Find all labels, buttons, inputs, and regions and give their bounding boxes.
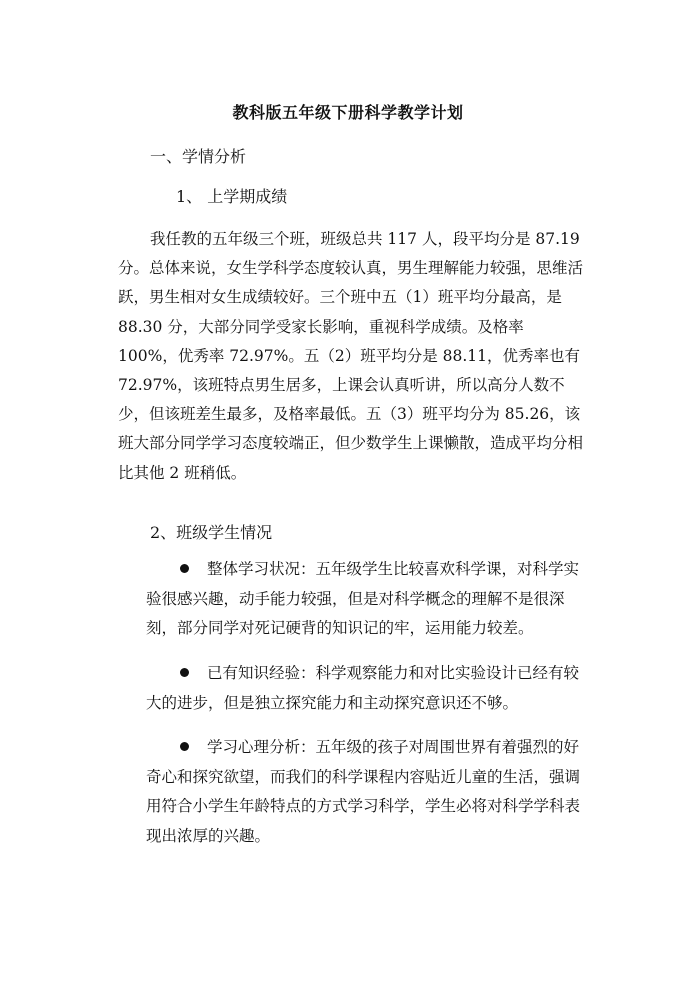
bullet-text: 学习心理分析：五年级的孩子对周围世界有着强烈的好奇心和探究欲望，而我们的科学课程内容贴近儿童的生活，强调用符合小学生年龄特点的方式学习科学，学生必将对科学学科表现出浓厚的兴趣。 xyxy=(146,738,581,845)
bullet-dot-icon xyxy=(180,564,189,573)
bullet-item-overall-learning xyxy=(146,555,586,644)
subsection-heading-class-situation: 2、班级学生情况 xyxy=(150,523,273,542)
bullet-dot-icon xyxy=(180,668,189,677)
subsection-heading-last-term-scores: 1、 上学期成绩 xyxy=(176,187,288,206)
document-title: 教科版五年级下册科学教学计划 xyxy=(232,103,464,122)
bullet-item-prior-knowledge xyxy=(146,659,586,718)
paragraph-last-term-scores: 我任教的五年级三个班，班级总共 117 人，段平均分是 87.19 分。总体来说，女生学科学态度较认真，男生理解能力较强，思维活跃，男生相对女生成绩较好。三个班中五（1）班平均分最高，是 88.30 分，大部分同学受家长影响，重视科学成绩。及格率 100%，优秀率 72.97%。五（2）班平均分是 88.11，优秀率也有 72.97%，该班特点男生居多，上课会认真听讲，所以高分人数不少，但该班差生最多，及格率最低。五（3）班平均分为 85.26，该班大部分同学学习态度较端正，但少数学生上课懒散，造成平均分相比其他 2 班稍低。 xyxy=(118,230,584,482)
bullet-dot-icon xyxy=(180,742,189,751)
bullet-text: 整体学习状况：五年级学生比较喜欢科学课，对科学实验很感兴趣，动手能力较强，但是对科学概念的理解不是很深刻，部分同学对死记硬背的知识记的牢，运用能力较差。 xyxy=(146,560,580,638)
section-heading-student-analysis: 一、学情分析 xyxy=(150,147,247,166)
bullet-item-learning-psychology xyxy=(146,733,586,851)
bullet-text: 已有知识经验：科学观察能力和对比实验设计已经有较大的进步，但是独立探究能力和主动探究意识还不够。 xyxy=(146,664,580,712)
